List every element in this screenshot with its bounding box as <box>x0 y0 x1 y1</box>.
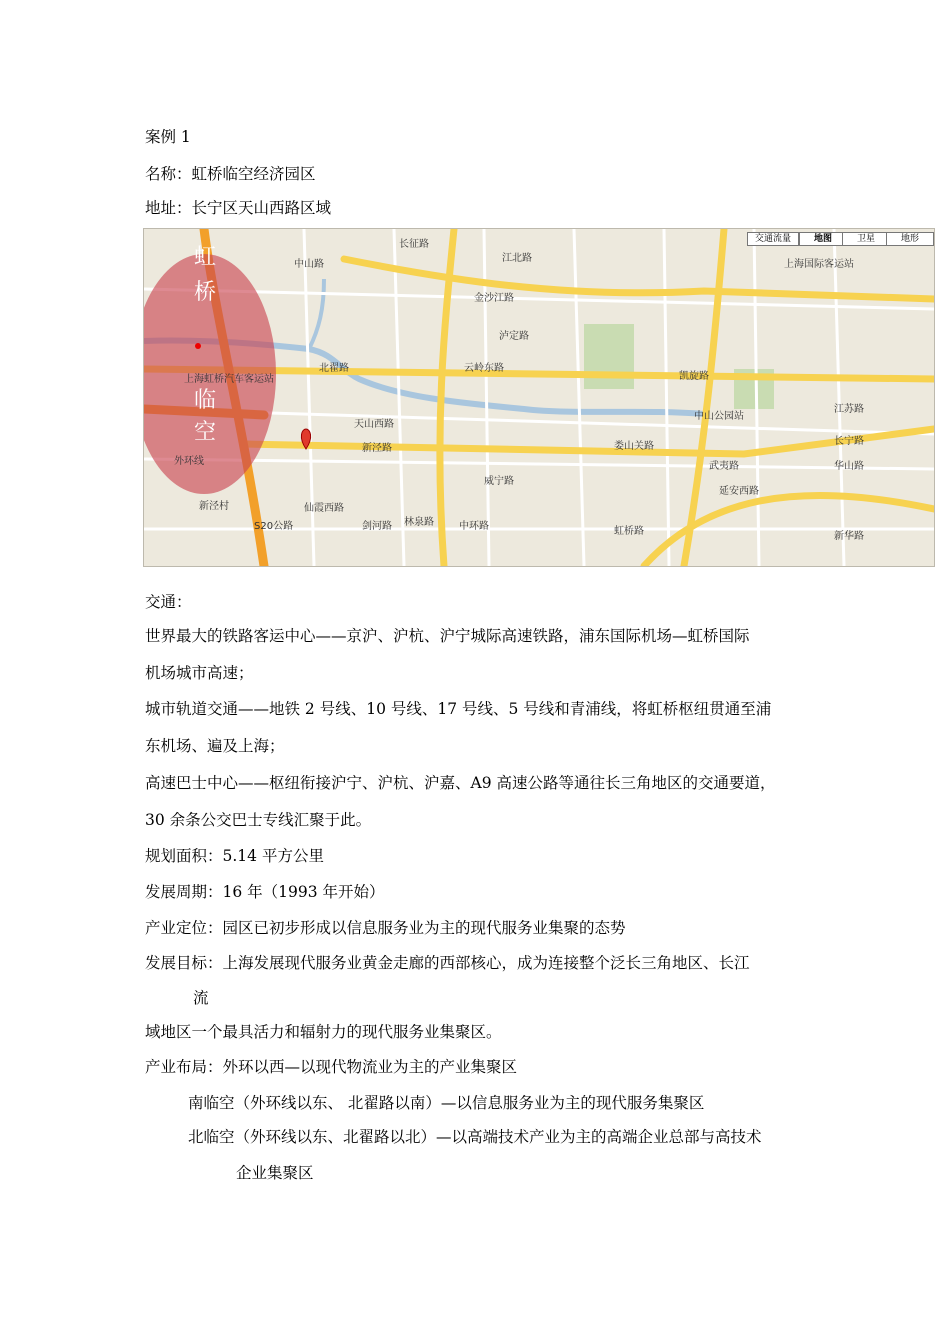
highlight-label-lin: 临 <box>194 388 217 413</box>
development-goal-line-2: 流 <box>193 989 209 1007</box>
svg-text:北翟路: 北翟路 <box>319 363 349 374</box>
traffic-line-2: 机场城市高速； <box>145 664 254 682</box>
svg-text:江苏路: 江苏路 <box>834 404 864 415</box>
industry-positioning: 产业定位：园区已初步形成以信息服务业为主的现代服务业集聚的态势 <box>145 919 626 937</box>
development-period: 发展周期：16 年（1993 年开始） <box>145 883 385 901</box>
traffic-line-5: 高速巴士中心——枢纽衔接沪宁、沪杭、沪嘉、A9 高速公路等通往长三角地区的交通要道， <box>145 774 776 792</box>
name-line: 名称：虹桥临空经济园区 <box>145 165 316 183</box>
svg-text:虹桥路: 虹桥路 <box>614 526 644 537</box>
map-control-map[interactable]: 地图 <box>799 232 847 246</box>
svg-text:仙霞西路: 仙霞西路 <box>304 503 344 514</box>
traffic-heading: 交通： <box>145 593 192 611</box>
planning-area: 规划面积：5.14 平方公里 <box>145 847 324 865</box>
traffic-line-3: 城市轨道交通——地铁 2 号线、10 号线、17 号线、5 号线和青浦线，将虹桥枢纽贯通至浦 <box>145 700 772 718</box>
svg-text:天山西路: 天山西路 <box>354 419 394 430</box>
svg-text:泸定路: 泸定路 <box>499 331 529 342</box>
highlight-label-kong: 空 <box>194 420 217 445</box>
svg-text:华山路: 华山路 <box>834 461 864 472</box>
svg-text:新泾村: 新泾村 <box>199 501 229 512</box>
svg-text:S20公路: S20公路 <box>254 521 294 532</box>
svg-text:长征路: 长征路 <box>399 239 429 250</box>
svg-text:中山路: 中山路 <box>294 259 324 270</box>
svg-text:娄山关路: 娄山关路 <box>614 441 654 452</box>
development-goal-line-3: 域地区一个最具活力和辐射力的现代服务业集聚区。 <box>145 1023 502 1041</box>
svg-text:金沙江路: 金沙江路 <box>474 293 514 304</box>
industry-layout-line-2: 南临空（外环线以东、 北翟路以南）—以信息服务业为主的现代服务集聚区 <box>188 1094 705 1112</box>
svg-text:武夷路: 武夷路 <box>709 461 739 472</box>
svg-text:林泉路: 林泉路 <box>404 517 434 528</box>
svg-text:中环路: 中环路 <box>459 521 489 532</box>
svg-text:外环线: 外环线 <box>174 456 204 467</box>
map-graphic <box>144 229 934 566</box>
development-goal-line-1: 发展目标：上海发展现代服务业黄金走廊的西部核心，成为连接整个泛长三角地区、长江 <box>145 954 750 972</box>
svg-text:中山公园站: 中山公园站 <box>694 411 744 422</box>
traffic-line-6: 30 余条公交巴士专线汇聚于此。 <box>145 811 372 829</box>
highlight-label-qiao: 桥 <box>194 280 217 305</box>
svg-text:剑河路: 剑河路 <box>362 521 392 532</box>
svg-text:凯旋路: 凯旋路 <box>679 371 709 382</box>
svg-text:上海虹桥汽车客运站: 上海虹桥汽车客运站 <box>184 374 274 385</box>
svg-text:威宁路: 威宁路 <box>484 476 514 487</box>
svg-text:新泾路: 新泾路 <box>362 443 392 454</box>
industry-layout-line-1: 产业布局：外环以西—以现代物流业为主的产业集聚区 <box>145 1058 518 1076</box>
svg-text:新华路: 新华路 <box>834 531 864 542</box>
location-map[interactable] <box>143 228 935 567</box>
svg-text:延安西路: 延安西路 <box>719 486 759 497</box>
industry-layout-line-3: 北临空（外环线以东、北翟路以北）—以高端技术产业为主的高端企业总部与高技术 <box>188 1128 762 1146</box>
address-line: 地址：长宁区天山西路区域 <box>145 199 332 217</box>
map-control-traffic[interactable]: 交通流量 <box>747 232 799 246</box>
map-control-satellite[interactable]: 卫星 <box>842 232 890 246</box>
svg-text:江北路: 江北路 <box>502 253 532 264</box>
map-control-terrain[interactable]: 地形 <box>886 232 934 246</box>
industry-layout-line-4: 企业集聚区 <box>236 1164 314 1182</box>
case-title: 案例 1 <box>145 128 191 146</box>
svg-text:上海国际客运站: 上海国际客运站 <box>784 259 854 270</box>
svg-text:云岭东路: 云岭东路 <box>464 363 504 374</box>
traffic-line-4: 东机场、遍及上海； <box>145 737 285 755</box>
traffic-line-1: 世界最大的铁路客运中心——京沪、沪杭、沪宁城际高速铁路，浦东国际机场—虹桥国际 <box>145 627 750 645</box>
highlight-label-hong: 虹 <box>194 245 217 270</box>
svg-text:长宁路: 长宁路 <box>834 436 864 447</box>
